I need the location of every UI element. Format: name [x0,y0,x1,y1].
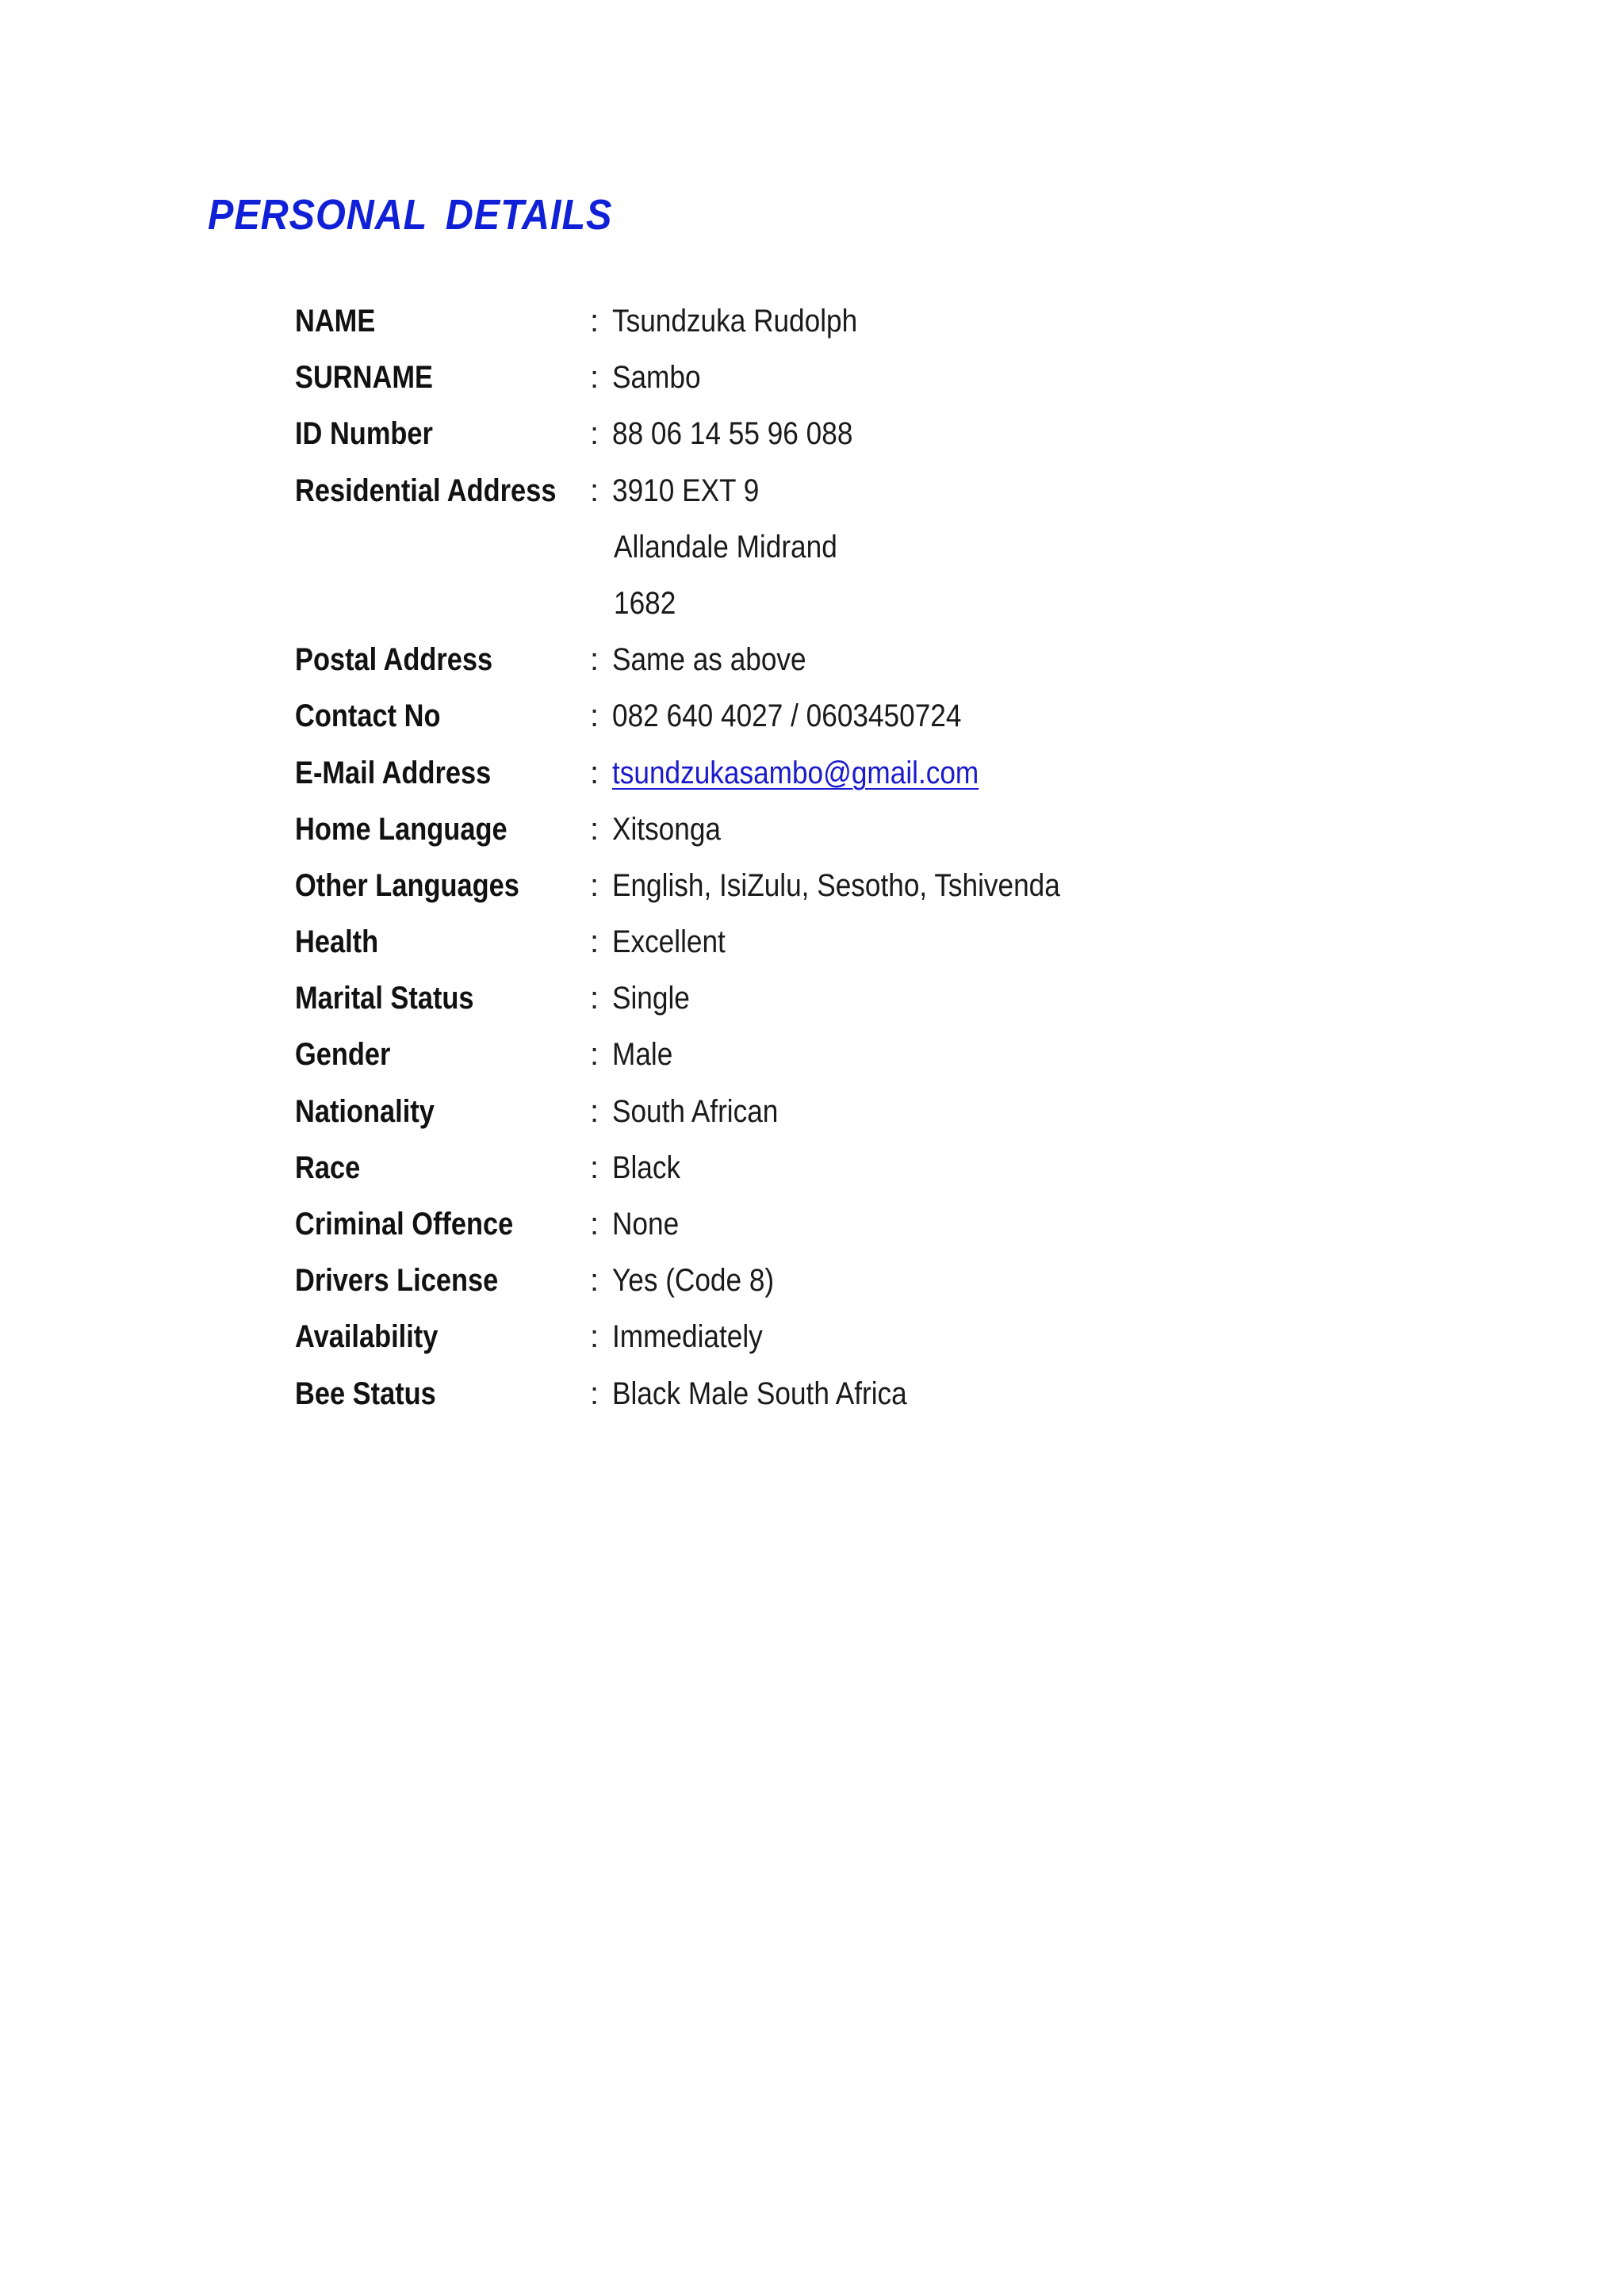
detail-row-gender [295,1027,1484,1083]
field-label: Drivers License [295,1263,499,1299]
field-separator: : [590,698,599,734]
detail-row-contact-no [295,688,1484,744]
field-value: None [612,1207,680,1242]
detail-row-race [295,1140,1484,1196]
field-value: Single [612,981,690,1016]
field-label: Availability [295,1319,439,1355]
field-separator: : [590,867,599,903]
field-label: NAME [295,304,376,339]
field-value: Male [612,1037,673,1073]
field-value: Tsundzuka Rudolph [612,304,858,339]
field-label: ID Number [295,416,433,452]
personal-details-list [295,293,1484,1422]
detail-row-id-number [295,406,1484,462]
field-label: Health [295,924,379,960]
field-value: 3910 EXT 9 [612,473,760,508]
field-label: Home Language [295,811,508,847]
detail-row-nationality [295,1084,1484,1140]
field-label: Gender [295,1037,391,1073]
field-value: Allandale Midrand [614,529,837,564]
detail-row-postal-address [295,632,1484,688]
field-label: Other Languages [295,867,519,903]
field-value: Black Male South Africa [612,1376,907,1411]
field-separator: : [590,1037,599,1073]
field-label: SURNAME [295,360,433,396]
field-separator: : [590,1319,599,1355]
field-value: Same as above [612,642,806,678]
detail-row-marital-status [295,970,1484,1027]
detail-row-criminal-offence [295,1196,1484,1253]
field-value: 1682 [614,585,676,621]
field-separator: : [590,1093,599,1129]
field-value: Xitsonga [612,811,721,847]
field-label: Postal Address [295,642,493,678]
field-separator: : [590,1150,599,1185]
field-value: Yes (Code 8) [612,1263,775,1299]
detail-row-surname [295,350,1484,406]
field-value: Immediately [612,1319,763,1355]
field-separator: : [590,642,599,678]
field-separator: : [590,924,599,960]
detail-row-health [295,914,1484,970]
detail-row-home-language [295,802,1484,858]
field-value: 082 640 4027 / 0603450724 [612,698,962,734]
detail-row-residential-address [295,463,1484,519]
field-value: Excellent [612,924,726,960]
field-separator: : [590,473,599,508]
detail-row-address-line-3 [295,576,1484,632]
field-separator: : [590,755,599,790]
detail-row-availability [295,1309,1484,1365]
email-link[interactable]: tsundzukasambo@gmail.com [612,755,979,790]
detail-row-other-languages [295,858,1484,914]
field-separator: : [590,1263,599,1299]
detail-row-email-address [295,745,1484,802]
field-separator: : [590,1207,599,1242]
field-value: Black [612,1150,681,1185]
field-label: Bee Status [295,1376,436,1411]
field-label: Race [295,1150,361,1185]
field-separator: : [590,416,599,452]
field-label: Marital Status [295,981,474,1016]
detail-row-name [295,293,1484,350]
field-label: Residential Address [295,473,557,508]
field-separator: : [590,1376,599,1411]
field-separator: : [590,304,599,339]
field-separator: : [590,981,599,1016]
field-value: South African [612,1093,779,1129]
detail-row-address-line-2 [295,519,1484,576]
field-value: Sambo [612,360,701,396]
field-label: Criminal Offence [295,1207,514,1242]
detail-row-drivers-license [295,1253,1484,1309]
field-value: 88 06 14 55 96 088 [612,416,853,452]
field-value: English, IsiZulu, Sesotho, Tshivenda [612,867,1060,903]
field-separator: : [590,811,599,847]
field-label: E-Mail Address [295,755,492,790]
detail-row-bee-status [295,1366,1484,1422]
field-separator: : [590,360,599,396]
field-label: Nationality [295,1093,435,1129]
field-label: Contact No [295,698,441,734]
page-title: PERSONAL DETAILS [208,191,613,239]
